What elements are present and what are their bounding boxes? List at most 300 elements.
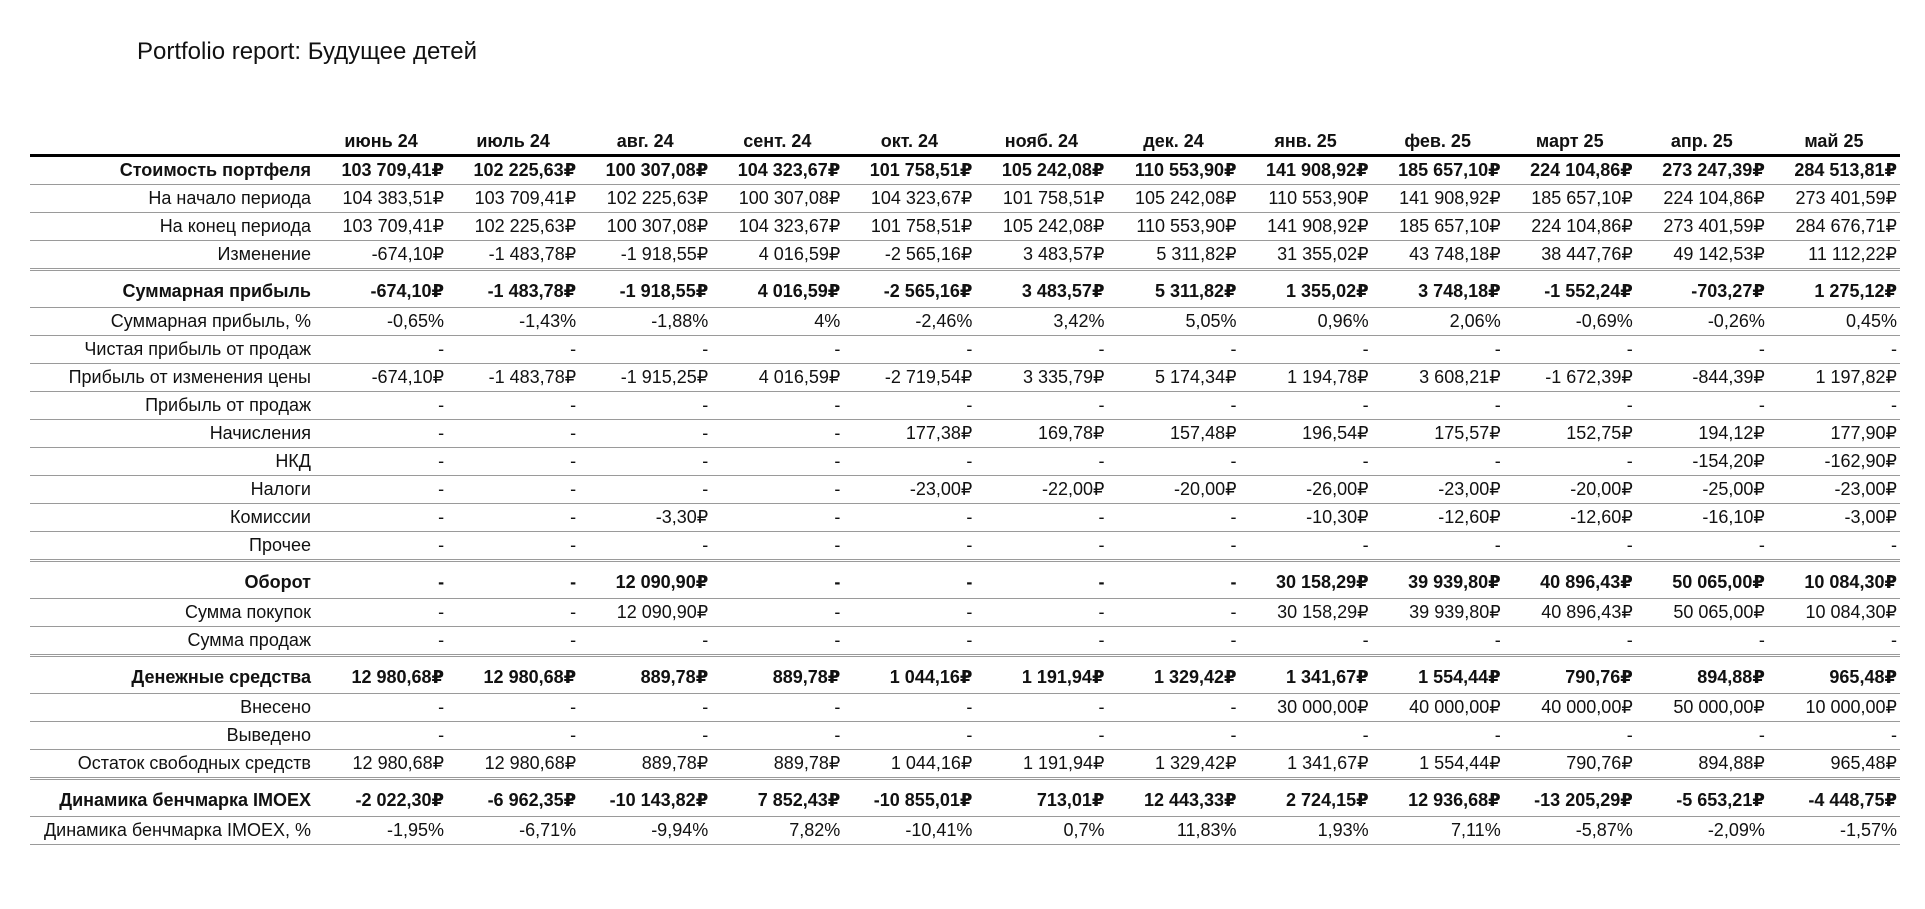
table-cell: 1 355,02₽: [1240, 270, 1372, 308]
table-cell: 889,78₽: [711, 750, 843, 779]
table-cell: -16,10₽: [1636, 504, 1768, 532]
table-cell: 284 513,81₽: [1768, 156, 1900, 185]
table-cell: -: [315, 694, 447, 722]
table-cell: 1 197,82₽: [1768, 364, 1900, 392]
table-cell: -: [1504, 448, 1636, 476]
table-cell: -: [975, 392, 1107, 420]
table-cell: -674,10₽: [315, 270, 447, 308]
table-cell: 185 657,10₽: [1372, 213, 1504, 241]
table-cell: 30 158,29₽: [1240, 599, 1372, 627]
table-cell: -: [843, 561, 975, 599]
table-cell: -: [579, 448, 711, 476]
table-cell: -: [1768, 336, 1900, 364]
table-cell: 889,78₽: [579, 656, 711, 694]
table-cell: -: [447, 420, 579, 448]
table-cell: -: [1107, 448, 1239, 476]
table-cell: -1 915,25₽: [579, 364, 711, 392]
table-cell: -: [1768, 627, 1900, 656]
table-cell: -: [975, 599, 1107, 627]
table-cell: -: [447, 532, 579, 561]
table-cell: -: [843, 504, 975, 532]
table-row: [30, 156, 1900, 185]
row-label: Прибыль от изменения цены: [30, 364, 315, 392]
table-row: [30, 561, 1900, 599]
table-cell: 894,88₽: [1636, 656, 1768, 694]
row-label: Оборот: [30, 561, 315, 599]
table-cell: -10,41%: [843, 817, 975, 845]
table-cell: 5,05%: [1107, 308, 1239, 336]
table-cell: 49 142,53₽: [1636, 241, 1768, 270]
table-cell: -2 022,30₽: [315, 779, 447, 817]
row-label: Сумма продаж: [30, 627, 315, 656]
table-row: [30, 364, 1900, 392]
table-cell: 43 748,18₽: [1372, 241, 1504, 270]
table-cell: 3 608,21₽: [1372, 364, 1504, 392]
table-cell: -: [711, 448, 843, 476]
row-label: На конец периода: [30, 213, 315, 241]
row-label: Изменение: [30, 241, 315, 270]
table-cell: -10 855,01₽: [843, 779, 975, 817]
table-cell: 102 225,63₽: [447, 213, 579, 241]
table-cell: 40 896,43₽: [1504, 561, 1636, 599]
table-row: [30, 336, 1900, 364]
table-cell: -25,00₽: [1636, 476, 1768, 504]
table-cell: -: [1107, 504, 1239, 532]
table-cell: 7 852,43₽: [711, 779, 843, 817]
table-cell: 40 000,00₽: [1504, 694, 1636, 722]
table-cell: 157,48₽: [1107, 420, 1239, 448]
row-label: Выведено: [30, 722, 315, 750]
table-row: [30, 817, 1900, 845]
column-header: окт. 24: [880, 131, 938, 151]
table-cell: -: [447, 627, 579, 656]
table-cell: 5 174,34₽: [1107, 364, 1239, 392]
table-cell: 103 709,41₽: [447, 185, 579, 213]
table-cell: -: [579, 627, 711, 656]
table-cell: 12 090,90₽: [579, 599, 711, 627]
column-header: сент. 24: [743, 131, 812, 151]
row-label: Внесено: [30, 694, 315, 722]
table-cell: 31 355,02₽: [1240, 241, 1372, 270]
table-cell: -: [1372, 392, 1504, 420]
column-header: март 25: [1535, 131, 1604, 151]
table-cell: -6 962,35₽: [447, 779, 579, 817]
table-cell: 713,01₽: [975, 779, 1107, 817]
table-cell: -: [315, 627, 447, 656]
table-row: [30, 241, 1900, 270]
table-cell: -1 483,78₽: [447, 364, 579, 392]
table-cell: 889,78₽: [711, 656, 843, 694]
table-cell: -: [843, 532, 975, 561]
table-cell: -0,69%: [1504, 308, 1636, 336]
table-row: [30, 694, 1900, 722]
column-header: фев. 25: [1404, 131, 1471, 151]
table-cell: -: [579, 532, 711, 561]
table-cell: -: [1372, 532, 1504, 561]
column-header: июль 24: [476, 131, 550, 151]
table-cell: 4 016,59₽: [711, 241, 843, 270]
table-cell: 50 000,00₽: [1636, 694, 1768, 722]
table-cell: 1 554,44₽: [1372, 656, 1504, 694]
table-cell: 185 657,10₽: [1372, 156, 1504, 185]
table-cell: -4 448,75₽: [1768, 779, 1900, 817]
table-cell: -: [1107, 627, 1239, 656]
row-label: Налоги: [30, 476, 315, 504]
table-cell: 141 908,92₽: [1240, 213, 1372, 241]
report-title: Portfolio report: Будущее детей: [137, 38, 478, 65]
table-cell: -: [711, 336, 843, 364]
table-cell: 1 044,16₽: [843, 750, 975, 779]
table-cell: -1 552,24₽: [1504, 270, 1636, 308]
table-cell: -: [1504, 627, 1636, 656]
table-cell: -: [1504, 336, 1636, 364]
table-cell: 177,90₽: [1768, 420, 1900, 448]
table-cell: 273 247,39₽: [1636, 156, 1768, 185]
table-cell: 39 939,80₽: [1372, 599, 1504, 627]
table-cell: 1,93%: [1240, 817, 1372, 845]
table-cell: -: [711, 694, 843, 722]
table-cell: -3,00₽: [1768, 504, 1900, 532]
table-cell: 1 044,16₽: [843, 656, 975, 694]
row-label: Стоимость портфеля: [30, 156, 315, 185]
table-cell: -: [447, 722, 579, 750]
table-cell: -2,46%: [843, 308, 975, 336]
table-cell: -3,30₽: [579, 504, 711, 532]
table-cell: -: [1240, 448, 1372, 476]
table-cell: -: [1240, 336, 1372, 364]
row-label: НКД: [30, 448, 315, 476]
table-cell: -12,60₽: [1504, 504, 1636, 532]
table-cell: -: [1636, 722, 1768, 750]
table-cell: -10 143,82₽: [579, 779, 711, 817]
table-row: [30, 308, 1900, 336]
table-cell: -: [1372, 722, 1504, 750]
table-cell: 1 329,42₽: [1107, 750, 1239, 779]
table-cell: -13 205,29₽: [1504, 779, 1636, 817]
table-row: [30, 185, 1900, 213]
row-label: На начало периода: [30, 185, 315, 213]
table-cell: 3 748,18₽: [1372, 270, 1504, 308]
table-cell: -: [447, 476, 579, 504]
table-cell: -: [315, 599, 447, 627]
table-cell: -: [1107, 532, 1239, 561]
table-row: [30, 504, 1900, 532]
table-cell: 3 483,57₽: [975, 241, 1107, 270]
table-cell: -20,00₽: [1107, 476, 1239, 504]
table-cell: 169,78₽: [975, 420, 1107, 448]
table-cell: 141 908,92₽: [1372, 185, 1504, 213]
table-cell: 284 676,71₽: [1768, 213, 1900, 241]
table-cell: -: [1107, 694, 1239, 722]
table-cell: -6,71%: [447, 817, 579, 845]
table-row: [30, 448, 1900, 476]
table-cell: -: [1636, 392, 1768, 420]
row-label: Суммарная прибыль, %: [30, 308, 315, 336]
table-cell: 103 709,41₽: [315, 156, 447, 185]
row-label: Прибыль от продаж: [30, 392, 315, 420]
table-cell: 40 000,00₽: [1372, 694, 1504, 722]
table-cell: 50 065,00₽: [1636, 599, 1768, 627]
table-cell: 175,57₽: [1372, 420, 1504, 448]
table-cell: 12 980,68₽: [315, 656, 447, 694]
table-cell: 4 016,59₽: [711, 270, 843, 308]
table-cell: -: [579, 420, 711, 448]
table-cell: 273 401,59₽: [1768, 185, 1900, 213]
table-cell: -1,57%: [1768, 817, 1900, 845]
table-cell: 12 980,68₽: [447, 656, 579, 694]
table-cell: 1 329,42₽: [1107, 656, 1239, 694]
table-cell: -: [1372, 627, 1504, 656]
table-cell: -: [447, 694, 579, 722]
table-cell: 10 084,30₽: [1768, 561, 1900, 599]
table-cell: 102 225,63₽: [447, 156, 579, 185]
table-cell: 12 980,68₽: [315, 750, 447, 779]
table-row: [30, 599, 1900, 627]
table-cell: 101 758,51₽: [843, 213, 975, 241]
table-cell: -: [447, 561, 579, 599]
table-cell: -: [1240, 532, 1372, 561]
column-header: нояб. 24: [1004, 131, 1079, 151]
table-cell: 5 311,82₽: [1107, 270, 1239, 308]
table-cell: -: [975, 627, 1107, 656]
table-cell: -: [1107, 336, 1239, 364]
row-label: Чистая прибыль от продаж: [30, 336, 315, 364]
table-cell: 141 908,92₽: [1240, 156, 1372, 185]
table-cell: 110 553,90₽: [1107, 156, 1239, 185]
table-cell: -5,87%: [1504, 817, 1636, 845]
table-cell: 40 896,43₽: [1504, 599, 1636, 627]
row-label: Комиссии: [30, 504, 315, 532]
table-cell: 100 307,08₽: [711, 185, 843, 213]
table-row: [30, 627, 1900, 656]
table-cell: -1 918,55₽: [579, 241, 711, 270]
table-cell: -9,94%: [579, 817, 711, 845]
table-row: [30, 392, 1900, 420]
table-cell: -12,60₽: [1372, 504, 1504, 532]
portfolio-report-table: [30, 120, 1900, 845]
table-cell: -0,26%: [1636, 308, 1768, 336]
table-cell: 110 553,90₽: [1107, 213, 1239, 241]
table-cell: -: [1504, 392, 1636, 420]
table-cell: 5 311,82₽: [1107, 241, 1239, 270]
table-cell: 11,83%: [1107, 817, 1239, 845]
table-cell: -: [1636, 532, 1768, 561]
column-header: янв. 25: [1274, 131, 1337, 151]
table-cell: 10 000,00₽: [1768, 694, 1900, 722]
table-cell: 894,88₽: [1636, 750, 1768, 779]
table-cell: -: [579, 392, 711, 420]
table-cell: -0,65%: [315, 308, 447, 336]
table-cell: -: [1107, 392, 1239, 420]
table-cell: -: [447, 448, 579, 476]
table-cell: 104 323,67₽: [711, 156, 843, 185]
row-label: Прочее: [30, 532, 315, 561]
table-cell: -: [1768, 392, 1900, 420]
table-cell: -2 565,16₽: [843, 270, 975, 308]
table-cell: 30 000,00₽: [1240, 694, 1372, 722]
table-row: [30, 270, 1900, 308]
table-cell: -: [975, 336, 1107, 364]
table-cell: -: [1636, 627, 1768, 656]
row-label: Суммарная прибыль: [30, 270, 315, 308]
table-cell: -: [711, 392, 843, 420]
table-cell: -: [975, 694, 1107, 722]
table-cell: 10 084,30₽: [1768, 599, 1900, 627]
table-cell: -: [1768, 722, 1900, 750]
table-cell: 105 242,08₽: [1107, 185, 1239, 213]
table-cell: -: [1240, 627, 1372, 656]
table-cell: -: [1107, 561, 1239, 599]
table-cell: -: [711, 504, 843, 532]
table-cell: -: [579, 694, 711, 722]
table-cell: -22,00₽: [975, 476, 1107, 504]
table-cell: -: [711, 532, 843, 561]
table-cell: 7,11%: [1372, 817, 1504, 845]
table-cell: 103 709,41₽: [315, 213, 447, 241]
table-cell: -: [843, 694, 975, 722]
column-header: авг. 24: [616, 131, 674, 151]
table-cell: 3,42%: [975, 308, 1107, 336]
column-header: дек. 24: [1143, 131, 1204, 151]
table-cell: 50 065,00₽: [1636, 561, 1768, 599]
table-cell: -: [843, 599, 975, 627]
table-cell: -: [711, 420, 843, 448]
table-cell: 1 275,12₽: [1768, 270, 1900, 308]
table-cell: 790,76₽: [1504, 656, 1636, 694]
table-cell: 7,82%: [711, 817, 843, 845]
table-cell: -2 565,16₽: [843, 241, 975, 270]
table-cell: -: [1107, 722, 1239, 750]
table-cell: -1,43%: [447, 308, 579, 336]
table-cell: 1 194,78₽: [1240, 364, 1372, 392]
row-label: Динамика бенчмарка IMOEX: [30, 779, 315, 817]
table-cell: 0,45%: [1768, 308, 1900, 336]
table-cell: -26,00₽: [1240, 476, 1372, 504]
table-cell: 1 341,67₽: [1240, 750, 1372, 779]
header-label-cell: [30, 120, 315, 156]
header-row: [30, 120, 1900, 156]
table-cell: 1 191,94₽: [975, 750, 1107, 779]
table-cell: -: [843, 392, 975, 420]
table-cell: -: [1372, 448, 1504, 476]
table-cell: 104 323,67₽: [711, 213, 843, 241]
table-cell: 38 447,76₽: [1504, 241, 1636, 270]
table-cell: 12 980,68₽: [447, 750, 579, 779]
table-cell: -154,20₽: [1636, 448, 1768, 476]
table-cell: -: [711, 561, 843, 599]
table-cell: 3 483,57₽: [975, 270, 1107, 308]
table-cell: -1 483,78₽: [447, 270, 579, 308]
table-cell: 100 307,08₽: [579, 156, 711, 185]
table-cell: -: [579, 336, 711, 364]
table-row: [30, 779, 1900, 817]
table-cell: 4%: [711, 308, 843, 336]
table-cell: 224 104,86₽: [1504, 213, 1636, 241]
table-row: [30, 420, 1900, 448]
table-cell: 104 383,51₽: [315, 185, 447, 213]
table-cell: 196,54₽: [1240, 420, 1372, 448]
table-cell: 110 553,90₽: [1240, 185, 1372, 213]
table-cell: -2,09%: [1636, 817, 1768, 845]
table-row: [30, 532, 1900, 561]
table-cell: 224 104,86₽: [1636, 185, 1768, 213]
table-cell: -: [447, 392, 579, 420]
table-cell: 152,75₽: [1504, 420, 1636, 448]
table-cell: 39 939,80₽: [1372, 561, 1504, 599]
table-cell: -674,10₽: [315, 241, 447, 270]
column-header: апр. 25: [1670, 131, 1733, 151]
table-cell: -: [315, 561, 447, 599]
table-cell: 11 112,22₽: [1768, 241, 1900, 270]
table-cell: -: [579, 722, 711, 750]
table-cell: -674,10₽: [315, 364, 447, 392]
table-cell: 4 016,59₽: [711, 364, 843, 392]
table-cell: 12 936,68₽: [1372, 779, 1504, 817]
table-cell: -: [975, 448, 1107, 476]
row-label: Начисления: [30, 420, 315, 448]
table-cell: 3 335,79₽: [975, 364, 1107, 392]
table-cell: 30 158,29₽: [1240, 561, 1372, 599]
table-cell: -: [843, 448, 975, 476]
table-cell: -: [315, 336, 447, 364]
table-cell: -: [1107, 599, 1239, 627]
table-cell: -: [711, 627, 843, 656]
table-row: [30, 722, 1900, 750]
table-cell: 101 758,51₽: [975, 185, 1107, 213]
table-cell: -: [315, 448, 447, 476]
column-header: май 25: [1804, 131, 1864, 151]
table-cell: -: [1768, 532, 1900, 561]
row-label: Остаток свободных средств: [30, 750, 315, 779]
table-cell: 104 323,67₽: [843, 185, 975, 213]
table-cell: 101 758,51₽: [843, 156, 975, 185]
table-cell: 965,48₽: [1768, 656, 1900, 694]
table-cell: 12 090,90₽: [579, 561, 711, 599]
table-cell: -: [843, 627, 975, 656]
table-row: [30, 750, 1900, 779]
table-cell: 194,12₽: [1636, 420, 1768, 448]
table-row: [30, 213, 1900, 241]
table-cell: -: [1372, 336, 1504, 364]
table-cell: -23,00₽: [1372, 476, 1504, 504]
table-cell: 1 341,67₽: [1240, 656, 1372, 694]
table-cell: -: [711, 599, 843, 627]
table-cell: -: [975, 504, 1107, 532]
table-cell: -: [1636, 336, 1768, 364]
table-cell: -: [579, 476, 711, 504]
table-cell: 177,38₽: [843, 420, 975, 448]
table-cell: -2 719,54₽: [843, 364, 975, 392]
table-cell: 1 554,44₽: [1372, 750, 1504, 779]
table-row: [30, 476, 1900, 504]
table-cell: 105 242,08₽: [975, 156, 1107, 185]
table-cell: 2 724,15₽: [1240, 779, 1372, 817]
table-cell: -162,90₽: [1768, 448, 1900, 476]
table-cell: 12 443,33₽: [1107, 779, 1239, 817]
table-cell: 185 657,10₽: [1504, 185, 1636, 213]
table-cell: -1 672,39₽: [1504, 364, 1636, 392]
table-cell: -1,95%: [315, 817, 447, 845]
table-cell: -: [1240, 392, 1372, 420]
table-cell: -: [447, 504, 579, 532]
table-cell: -: [315, 392, 447, 420]
table-cell: -1 918,55₽: [579, 270, 711, 308]
table-cell: -: [975, 722, 1107, 750]
table-cell: -: [975, 532, 1107, 561]
table-cell: 102 225,63₽: [579, 185, 711, 213]
table-cell: -: [315, 504, 447, 532]
row-label: Сумма покупок: [30, 599, 315, 627]
